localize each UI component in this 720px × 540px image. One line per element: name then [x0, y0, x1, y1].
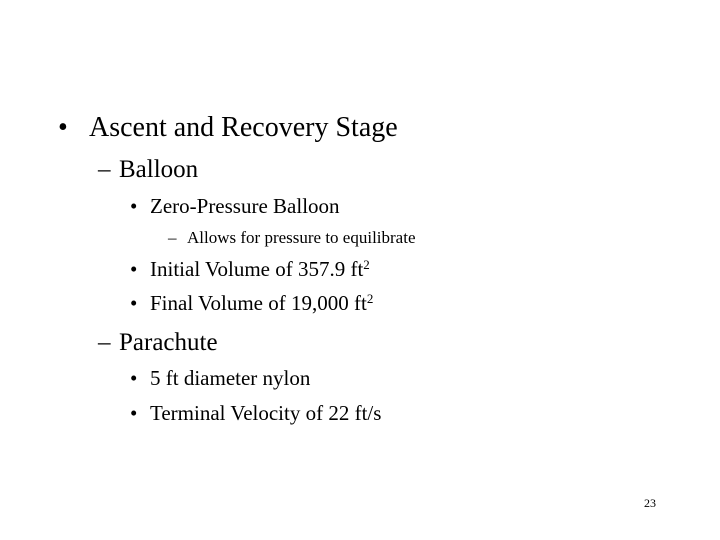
bullet-marker: • — [130, 366, 138, 390]
unit-exponent: 2 — [366, 290, 374, 306]
bullet-marker: • — [130, 257, 138, 281]
dash-marker: – — [98, 329, 111, 356]
item-initial-volume — [130, 256, 370, 281]
item-text: Zero-Pressure Balloon — [150, 194, 340, 218]
item-terminal-velocity — [130, 403, 381, 424]
bullet-marker: • — [130, 194, 138, 218]
note-text: Allows for pressure to equilibrate — [187, 228, 416, 247]
item-text: 5 ft diameter nylon — [150, 366, 311, 390]
subitem-parachute — [98, 330, 218, 355]
item-text: Final Volume of 19,000 ft — [150, 291, 367, 315]
item-zero-pressure-balloon — [130, 196, 340, 217]
item-diameter-nylon — [130, 368, 310, 389]
item-text: Initial Volume of 357.9 ft — [150, 257, 364, 281]
page-number: 23 — [644, 496, 656, 510]
bullet-marker: • — [58, 112, 68, 143]
item-text: Terminal Velocity of 22 ft/s — [150, 401, 382, 425]
dash-marker: – — [98, 156, 111, 183]
note-pressure-equilibrate — [168, 229, 416, 246]
subitem-balloon — [98, 157, 198, 182]
unit-exponent: 2 — [363, 256, 370, 272]
bullet-marker: • — [130, 401, 138, 425]
subitem-text: Balloon — [119, 156, 199, 183]
dash-marker: – — [168, 228, 177, 247]
bullet-marker: • — [130, 291, 138, 315]
bullet-ascent-recovery-stage — [58, 114, 398, 142]
item-final-volume — [130, 290, 374, 315]
subitem-text: Parachute — [119, 329, 218, 356]
bullet-text: Ascent and Recovery Stage — [89, 112, 398, 143]
